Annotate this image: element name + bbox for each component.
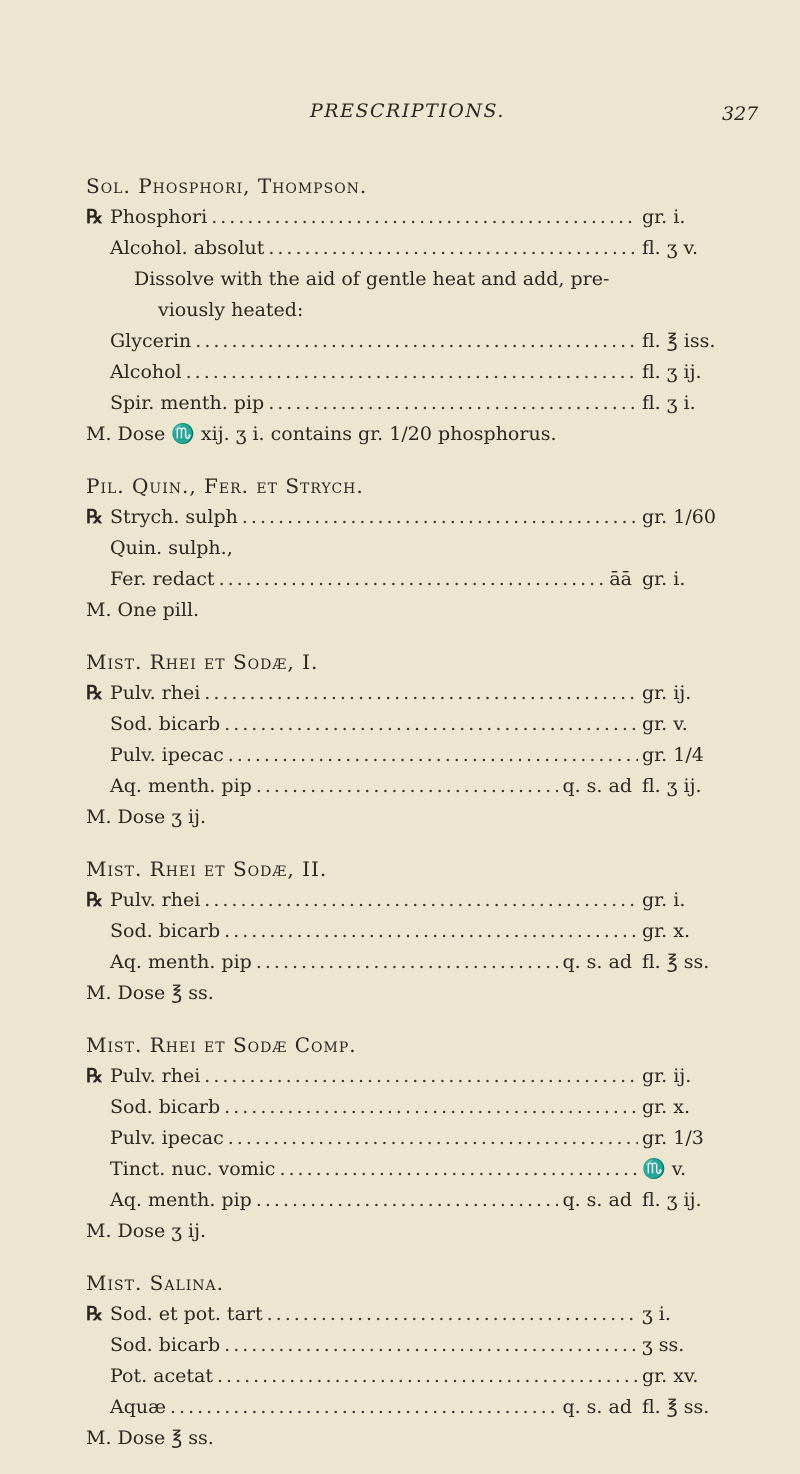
- prescription-mist-salina: [86, 1267, 726, 1454]
- ingredient-name: Strych. sulph: [110, 506, 238, 528]
- ingredient-name: Aq. menth. pip: [110, 1189, 252, 1211]
- ingredient-row: [86, 1154, 726, 1185]
- ingredient-amount: fl. ℥ ss.: [642, 1396, 710, 1418]
- ingredient-amount: fl. ʒ i.: [642, 392, 696, 414]
- ingredient-name: Aq. menth. pip: [110, 775, 252, 797]
- ingredient-amount: gr. x.: [642, 920, 690, 942]
- ingredient-name: Aq. menth. pip: [110, 951, 252, 973]
- ingredient-name: Pot. acetat: [110, 1365, 213, 1387]
- dot-leader: [267, 1299, 638, 1330]
- prescription-mist-rhei-1: [86, 646, 726, 833]
- ingredient-row: [86, 678, 726, 709]
- prescription-pil-quin: [86, 470, 726, 626]
- ingredient-row: [86, 502, 726, 533]
- dot-leader: [228, 1123, 638, 1154]
- ingredient-amount: gr. 1/3: [642, 1127, 704, 1149]
- prescriptions-list: [86, 170, 726, 1474]
- mixing-note: M. Dose ℥ ss.: [86, 982, 214, 1004]
- ingredient-row: [86, 326, 726, 357]
- dot-leader: [224, 709, 638, 740]
- dot-leader: [204, 885, 638, 916]
- ingredient-name: Pulv. rhei: [110, 682, 201, 704]
- ingredient-name: Sod. bicarb: [110, 920, 221, 942]
- running-title: PRESCRIPTIONS.: [310, 100, 505, 122]
- ingredient-name: Sod. bicarb: [110, 1334, 221, 1356]
- mixing-note: M. Dose ʒ ij.: [86, 806, 207, 828]
- dot-leader: [211, 202, 638, 233]
- ingredient-name: Pulv. rhei: [110, 889, 201, 911]
- ingredient-qualifier: q. s. ad: [562, 951, 632, 973]
- recipe-symbol: ℞: [86, 682, 104, 704]
- ingredient-name: Alcohol. absolut: [110, 237, 265, 259]
- ingredient-row: [86, 1185, 726, 1216]
- ingredient-name: Alcohol: [110, 361, 182, 383]
- dot-leader: [228, 740, 638, 771]
- ingredient-row: [86, 388, 726, 419]
- ingredient-amount: gr. i.: [642, 889, 686, 911]
- ingredient-amount: ♏ v.: [642, 1158, 687, 1180]
- ingredient-row: [86, 885, 726, 916]
- ingredient-name: Aquæ: [110, 1396, 166, 1418]
- ingredient-row: [86, 564, 726, 595]
- instruction-text: [86, 264, 726, 326]
- ingredient-row: [86, 1061, 726, 1092]
- instruction-line: Dissolve with the aid of gentle heat and add, pre-: [134, 268, 610, 290]
- ingredient-row: [86, 709, 726, 740]
- ingredient-row: [86, 1392, 726, 1423]
- ingredient-name: Sod. et pot. tart: [110, 1303, 263, 1325]
- ingredient-amount: ʒ i.: [642, 1303, 671, 1325]
- dot-leader: [242, 502, 638, 533]
- ingredient-amount: fl. ʒ ij.: [642, 361, 702, 383]
- prescription-title: Sol. Phosphori, Thompson.: [86, 174, 368, 198]
- recipe-symbol: ℞: [86, 1065, 104, 1087]
- prescription-mist-rhei-2: [86, 853, 726, 1009]
- ingredient-amount: gr. 1/60: [642, 506, 716, 528]
- ingredient-name: Pulv. ipecac: [110, 744, 224, 766]
- ingredient-amount: gr. v.: [642, 713, 688, 735]
- ingredient-qualifier: q. s. ad: [562, 1189, 632, 1211]
- ingredient-row: [86, 1299, 726, 1330]
- dot-leader: [195, 326, 638, 357]
- ingredient-amount: gr. ij.: [642, 1065, 692, 1087]
- dot-leader: [256, 1185, 559, 1216]
- instruction-line: viously heated:: [158, 299, 304, 321]
- ingredient-row: [86, 202, 726, 233]
- dot-leader: [186, 357, 638, 388]
- ingredient-row: [86, 1330, 726, 1361]
- ingredient-row: [86, 1123, 726, 1154]
- recipe-symbol: ℞: [86, 506, 104, 528]
- ingredient-amount: gr. xv.: [642, 1365, 699, 1387]
- prescription-title: Pil. Quin., Fer. et Strych.: [86, 474, 364, 498]
- ingredient-name: Quin. sulph.,: [110, 537, 233, 559]
- ingredient-amount: fl. ʒ ij.: [642, 1189, 702, 1211]
- prescription-title: Mist. Rhei et Sodæ, II.: [86, 857, 328, 881]
- mixing-note: M. Dose ʒ ij.: [86, 1220, 207, 1242]
- ingredient-row: [86, 1092, 726, 1123]
- dot-leader: [224, 916, 638, 947]
- ingredient-amount: fl. ʒ ij.: [642, 775, 702, 797]
- ingredient-amount: gr. ij.: [642, 682, 692, 704]
- prescription-sol-phosphori: [86, 170, 726, 450]
- ingredient-name: Sod. bicarb: [110, 713, 221, 735]
- ingredient-amount: fl. ℥ iss.: [642, 330, 716, 352]
- ingredient-name: Fer. redact: [110, 568, 215, 590]
- ingredient-amount: fl. ℥ ss.: [642, 951, 710, 973]
- ingredient-name: Pulv. rhei: [110, 1065, 201, 1087]
- prescription-title: Mist. Salina.: [86, 1271, 225, 1295]
- ingredient-row: [86, 916, 726, 947]
- ingredient-name: Spir. menth. pip: [110, 392, 265, 414]
- recipe-symbol: ℞: [86, 889, 104, 911]
- ingredient-name: Pulv. ipecac: [110, 1127, 224, 1149]
- ingredient-amount: gr. i.: [642, 206, 686, 228]
- ingredient-name: Sod. bicarb: [110, 1096, 221, 1118]
- ingredient-row: [86, 740, 726, 771]
- mixing-note: M. Dose ℥ ss.: [86, 1427, 214, 1449]
- ingredient-amount: gr. i.: [642, 568, 686, 590]
- mixing-note: M. Dose ♏ xij. ʒ i. contains gr. 1/20 phosphorus.: [86, 423, 557, 445]
- dot-leader: [217, 1361, 638, 1392]
- recipe-symbol: ℞: [86, 1303, 104, 1325]
- ingredient-row: [86, 1361, 726, 1392]
- dot-leader: [256, 947, 559, 978]
- dot-leader: [268, 388, 638, 419]
- dot-leader: [224, 1092, 638, 1123]
- ingredient-name: Phosphori: [110, 206, 208, 228]
- ingredient-row: [86, 771, 726, 802]
- ingredient-amount: fl. ʒ v.: [642, 237, 699, 259]
- ingredient-row: [86, 357, 726, 388]
- dot-leader: [204, 678, 638, 709]
- recipe-symbol: ℞: [86, 206, 104, 228]
- ingredient-row: [86, 947, 726, 978]
- prescription-title: Mist. Rhei et Sodæ, I.: [86, 650, 319, 674]
- mixing-note: M. One pill.: [86, 599, 200, 621]
- page-header: [0, 100, 800, 130]
- ingredient-amount: gr. 1/4: [642, 744, 704, 766]
- dot-leader: [256, 771, 559, 802]
- ingredient-row: [86, 533, 726, 564]
- prescription-title: Mist. Rhei et Sodæ Comp.: [86, 1033, 357, 1057]
- ingredient-qualifier: q. s. ad: [562, 1396, 632, 1418]
- ingredient-amount: ʒ ss.: [642, 1334, 685, 1356]
- ingredient-amount: gr. x.: [642, 1096, 690, 1118]
- dot-leader: [170, 1392, 558, 1423]
- prescription-mist-rhei-comp: [86, 1029, 726, 1247]
- dot-leader: [224, 1330, 638, 1361]
- ingredient-qualifier: q. s. ad: [562, 775, 632, 797]
- ingredient-name: Tinct. nuc. vomic: [110, 1158, 276, 1180]
- dot-leader: [219, 564, 606, 595]
- ingredient-name: Glycerin: [110, 330, 192, 352]
- ingredient-qualifier: āā: [609, 568, 632, 590]
- dot-leader: [279, 1154, 638, 1185]
- dot-leader: [204, 1061, 638, 1092]
- dot-leader: [268, 233, 638, 264]
- ingredient-row: [86, 233, 726, 264]
- page-number: 327: [722, 103, 759, 125]
